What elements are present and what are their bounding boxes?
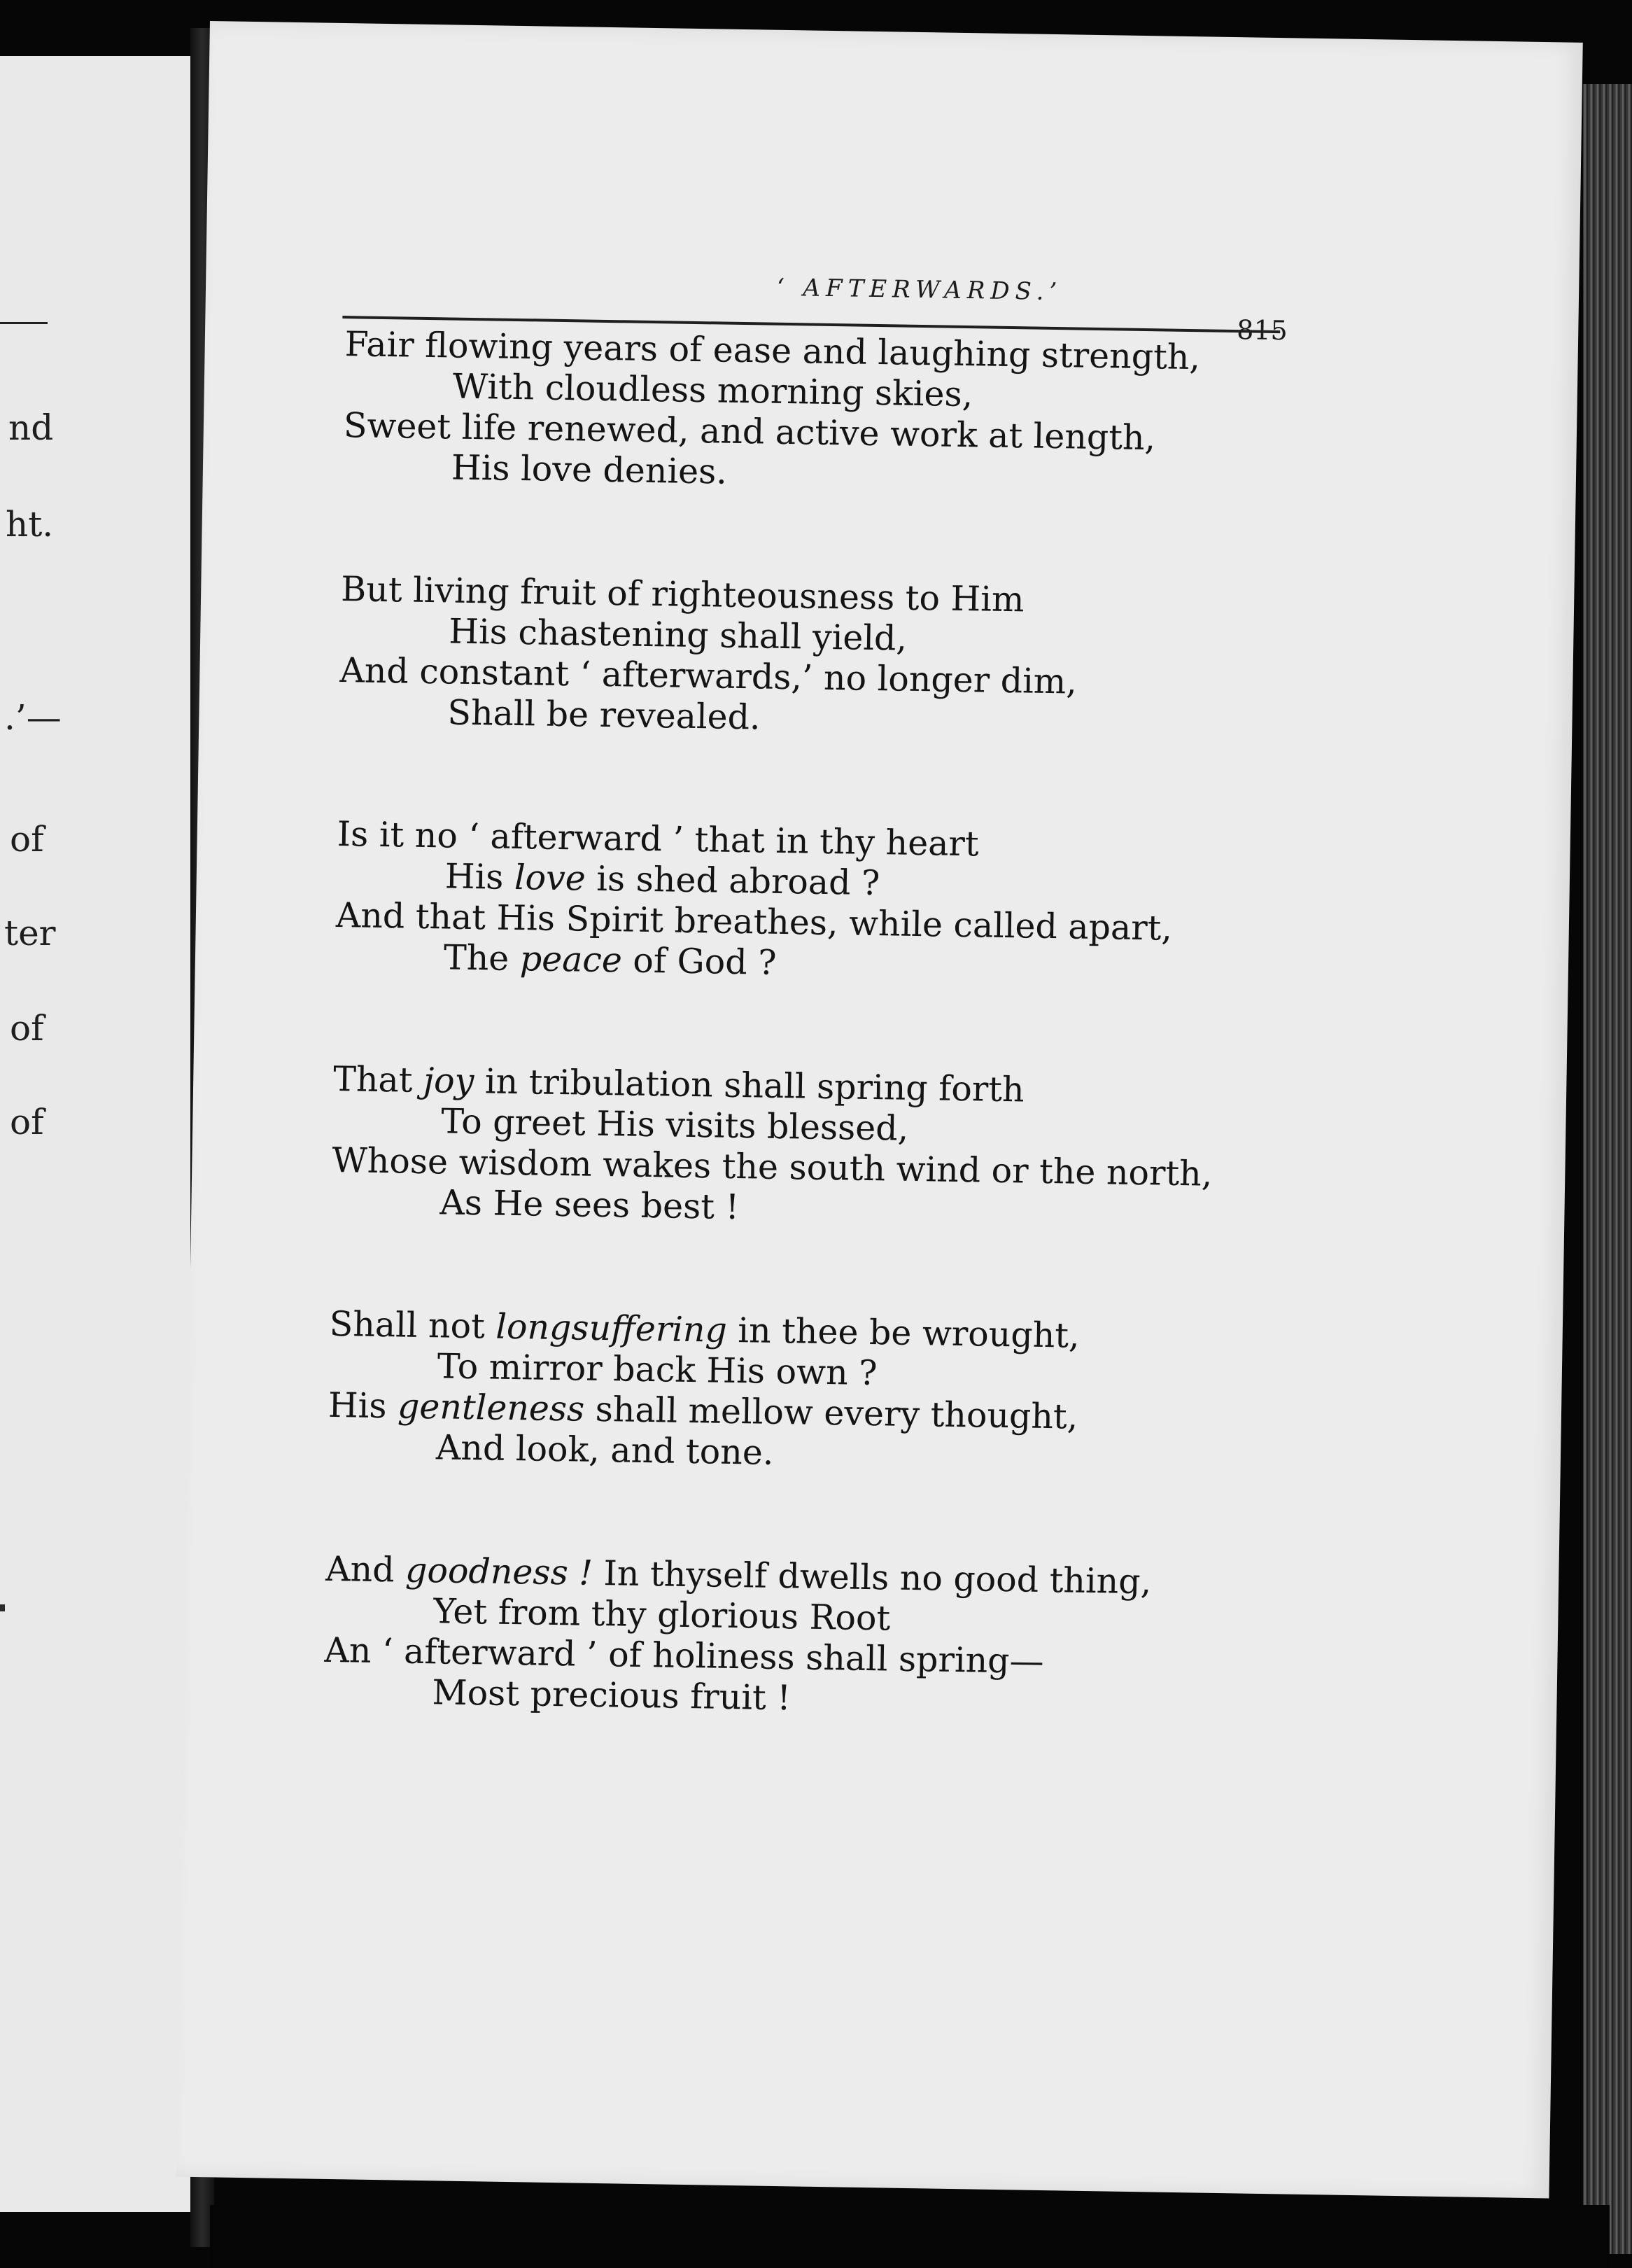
line-text: In thyself dwells no good thing, [592, 1553, 1152, 1602]
stanza [328, 1304, 1449, 1484]
stanza [339, 569, 1461, 749]
line-text: shall mellow every thought, [584, 1389, 1078, 1437]
line-text: The [443, 937, 521, 979]
emphasized-word: joy [423, 1060, 474, 1102]
poem-line: Sweet life renewed, and active work at length, [343, 405, 1156, 458]
poem-line: And constant ‘ afterwards,’ no longer dim, [339, 650, 1078, 702]
stanza [331, 1059, 1453, 1239]
right-page [176, 21, 1583, 2198]
poem-line: And look, and tone. [435, 1427, 774, 1473]
bottom-shadow [210, 2205, 1610, 2268]
poem-line: Yet from thy glorious Root [432, 1591, 891, 1639]
left-fragment: .’— [4, 697, 62, 738]
left-fragment: of [10, 1102, 44, 1142]
line-text: And [325, 1548, 406, 1590]
poem-line: To mirror back His own ? [437, 1346, 878, 1394]
page-number: 815 [1236, 314, 1288, 346]
line-text: of God ? [621, 940, 777, 983]
left-fragment: of [10, 819, 44, 860]
poem-line: And that His Spirit breathes, while called apart, [335, 895, 1173, 948]
poem [322, 324, 1465, 1812]
poem-line: With cloudless morning skies, [452, 366, 973, 415]
page-edges [1583, 84, 1632, 2254]
stanza [335, 814, 1457, 994]
line-text: His [328, 1385, 398, 1427]
left-page-mark [0, 1604, 5, 1611]
poem-line: Shall be revealed. [447, 692, 761, 738]
poem-line: To greet His visits blessed, [440, 1101, 909, 1149]
left-page-rule [0, 322, 48, 324]
poem-line: His chastening shall yield, [448, 611, 908, 659]
emphasized-word: gentleness [397, 1386, 585, 1429]
line-text: in thee be wrought, [726, 1310, 1081, 1356]
line-text: Shall not [329, 1303, 496, 1347]
left-fragment: ter [4, 913, 56, 953]
poem-line: His love denies. [451, 447, 728, 492]
poem-line: Is it no ‘ afterward ’ that in thy heart [337, 814, 979, 864]
poem-line: But living fruit of righteousness to Him [340, 569, 1025, 620]
emphasized-word: goodness ! [405, 1550, 593, 1593]
left-fragment: of [10, 1008, 44, 1049]
emphasized-word: longsuffering [495, 1306, 728, 1350]
left-facing-page [0, 56, 192, 2212]
emphasized-word: peace [519, 939, 623, 981]
emphasized-word: love [514, 857, 586, 899]
stanza [343, 324, 1465, 504]
poem-line: An ‘ afterward ’ of holiness shall spring— [324, 1630, 1045, 1682]
stanza [323, 1549, 1445, 1729]
poem-line: Whose wisdom wakes the south wind or the north, [332, 1140, 1213, 1194]
line-text: His [444, 856, 515, 897]
line-text: in tribulation shall spring forth [473, 1061, 1025, 1110]
line-text: is shed abroad ? [585, 858, 880, 904]
left-fragment: nd [8, 407, 54, 448]
poem-line: Fair flowing years of ease and laughing strength, [344, 324, 1201, 378]
left-fragment: ht. [6, 504, 54, 545]
running-title: ‘ AFTERWARDS.’ [776, 273, 1063, 307]
poem-line: As He sees best ! [439, 1182, 740, 1228]
poem-line: Most precious fruit ! [432, 1672, 792, 1718]
line-text: That [332, 1058, 424, 1100]
